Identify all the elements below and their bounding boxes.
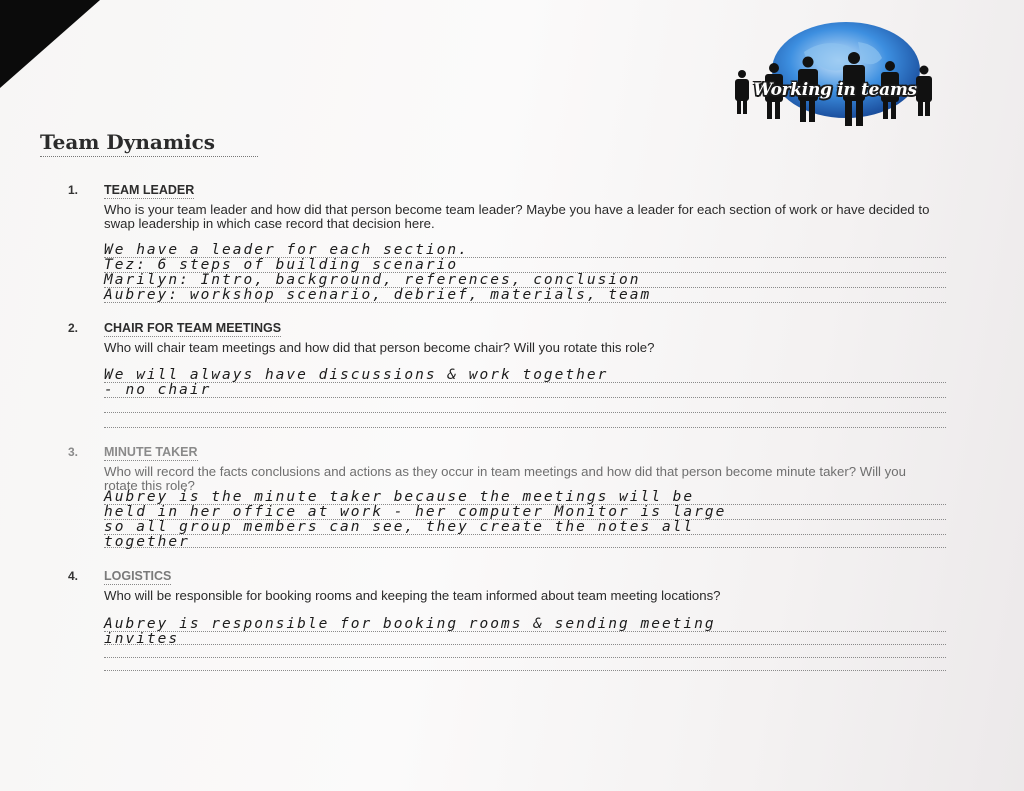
logo-text: Working in teams <box>753 80 917 100</box>
answer-rule <box>104 534 946 535</box>
working-in-teams-logo <box>718 22 950 134</box>
handwritten-answer-line: so all group members can see, they create the notes all <box>104 519 695 535</box>
answer-rule <box>104 644 946 645</box>
handwritten-answer-line: Tez: 6 steps of building scenario <box>104 257 459 273</box>
answer-rule <box>104 657 946 658</box>
section-question: Who will be responsible for booking rooms and keeping the team informed about team meeting locations? <box>104 588 721 603</box>
section-number: 2. <box>68 321 79 335</box>
handwritten-answer-line: We will always have discussions & work together <box>104 367 609 383</box>
section-heading: LOGISTICS <box>104 569 172 583</box>
handwritten-answer-line: Aubrey is responsible for booking rooms & sending meeting <box>104 616 716 632</box>
handwritten-answer-line: - no chair <box>104 382 212 398</box>
answer-rule <box>104 547 946 548</box>
title-underline <box>40 156 258 157</box>
handwritten-answer-line: Marilyn: Intro, background, references, conclusion <box>104 272 641 288</box>
answer-rule <box>104 397 946 398</box>
section-number: 3. <box>68 445 79 459</box>
section-question: Who will record the facts conclusions and actions as they occur in team meetings and how did that person become minute taker? Will you rotate this role? <box>104 464 906 493</box>
section-question: Who is your team leader and how did that person become team leader? Maybe you have a leader for each section of work or have decided to swap leadership in which case record that decision here. <box>104 202 930 231</box>
page-title: Team Dynamics <box>40 130 216 154</box>
section-number: 1. <box>68 183 79 197</box>
handwritten-answer-line: held in her office at work - her computer Monitor is large <box>104 504 727 520</box>
handwritten-answer-line: Aubrey is the minute taker because the meetings will be <box>104 489 695 505</box>
section-number: 4. <box>68 569 79 583</box>
handwritten-answer-line: We have a leader for each section. <box>104 242 469 258</box>
answer-rule <box>104 302 946 303</box>
section-heading: TEAM LEADER <box>104 183 195 197</box>
scan-corner-shadow <box>0 0 100 88</box>
answer-rule <box>104 427 946 428</box>
answer-rule <box>104 412 946 413</box>
handwritten-answer-line: together <box>104 534 190 550</box>
answer-rule <box>104 670 946 671</box>
section-heading: MINUTE TAKER <box>104 445 198 459</box>
section-question: Who will chair team meetings and how did that person become chair? Will you rotate this role? <box>104 340 655 355</box>
handwritten-answer-line: Aubrey: workshop scenario, debrief, materials, team <box>104 287 652 303</box>
handwritten-answer-line: invites <box>104 631 180 647</box>
answer-rule <box>104 631 946 632</box>
answer-rule <box>104 382 946 383</box>
section-heading: CHAIR FOR TEAM MEETINGS <box>104 321 282 335</box>
